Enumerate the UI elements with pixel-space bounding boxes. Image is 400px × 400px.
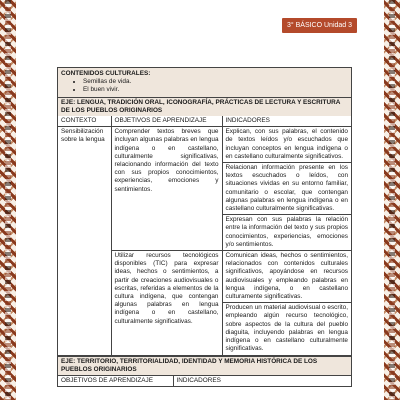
column-header-contexto: CONTEXTO	[58, 116, 111, 127]
column-header-indicadores: INDICADORES	[222, 116, 351, 127]
eje-heading-territorio: EJE: TERRITORIO, TERRITORIALIDAD, IDENTIDAD Y MEMORIA HISTÓRICA DE LOS PUEBLOS ORIGINARIOS	[58, 356, 351, 376]
decorative-border-left	[0, 0, 16, 400]
contenidos-title: CONTENIDOS CULTURALES:	[61, 70, 151, 77]
table-row	[58, 127, 351, 163]
bottom-table-header	[58, 376, 351, 386]
indicator-cell: Producen un material audiovisual o escrito, empleando algún recurso tecnológico, sobre aspectos de la cultura del pueblo diaguita, incluyendo palabras en lengua indígena o en castellano culturalmente significativas.	[222, 303, 351, 355]
indicator-cell: Expresan con sus palabras la relación entre la información del texto y sus propios conocimientos, experiencias, emociones y/o sentimientos.	[222, 215, 351, 251]
column-header-objetivos: OBJETIVOS DE APRENDIZAJE	[111, 116, 222, 127]
contenido-item: • Semillas de vida.	[83, 78, 348, 86]
contenidos-list	[61, 78, 348, 94]
column-header-objetivos: OBJETIVOS DE APRENDIZAJE	[58, 376, 173, 386]
indicator-cell: Relacionan información presente en los textos escuchados o leídos, con situaciones vividas en su entorno familiar, comunitario o escolar, que contengan algunas palabras en lengua indígena o en castellano culturalmente significativas.	[222, 163, 351, 215]
context-cell: Sensibilización sobre la lengua	[58, 127, 111, 355]
eje-heading-lengua: EJE: LENGUA, TRADICIÓN ORAL, ICONOGRAFÍA, PRÁCTICAS DE LECTURA Y ESCRITURA DE LOS PUEBLOS ORIGINARIOS	[58, 98, 351, 117]
column-header-indicadores: INDICADORES	[176, 376, 221, 384]
objectives-table	[58, 116, 351, 355]
objective-cell: Comprender textos breves que incluyan algunas palabras en lengua indígena o en castellano, culturalmente significativas, relacionando información del texto con sus propios conocimientos, experiencias, emociones y sentimientos.	[111, 127, 222, 251]
unit-badge: 3° BÁSICO Unidad 3	[282, 18, 357, 33]
contenido-item: • El buen vivir.	[83, 86, 348, 94]
objective-cell: Utilizar recursos tecnológicos disponibles (TIC) para expresar ideas, hechos o sentimientos, a partir de creaciones audiovisuales o escritas, referidas a elementos de la cultura indígena, que contengan algunas palabras en lengua indígena o en castellano, culturalmente significativas.	[111, 251, 222, 355]
indicator-cell: Comunican ideas, hechos o sentimientos, relacionados con contenidos culturales significativos, apoyándose en recursos audiovisuales y empleando palabras en lengua indígena, o en castellano culturamente significativas.	[222, 251, 351, 303]
curriculum-document	[57, 67, 352, 387]
indicator-cell: Explican, con sus palabras, el contenido de textos leídos y/o escuchados que incluyan conceptos en lengua indígena o en castellano culturalmente significativos.	[222, 127, 351, 163]
decorative-border-right	[384, 0, 400, 400]
table-header-row	[58, 116, 351, 127]
contenidos-culturales	[58, 68, 351, 98]
